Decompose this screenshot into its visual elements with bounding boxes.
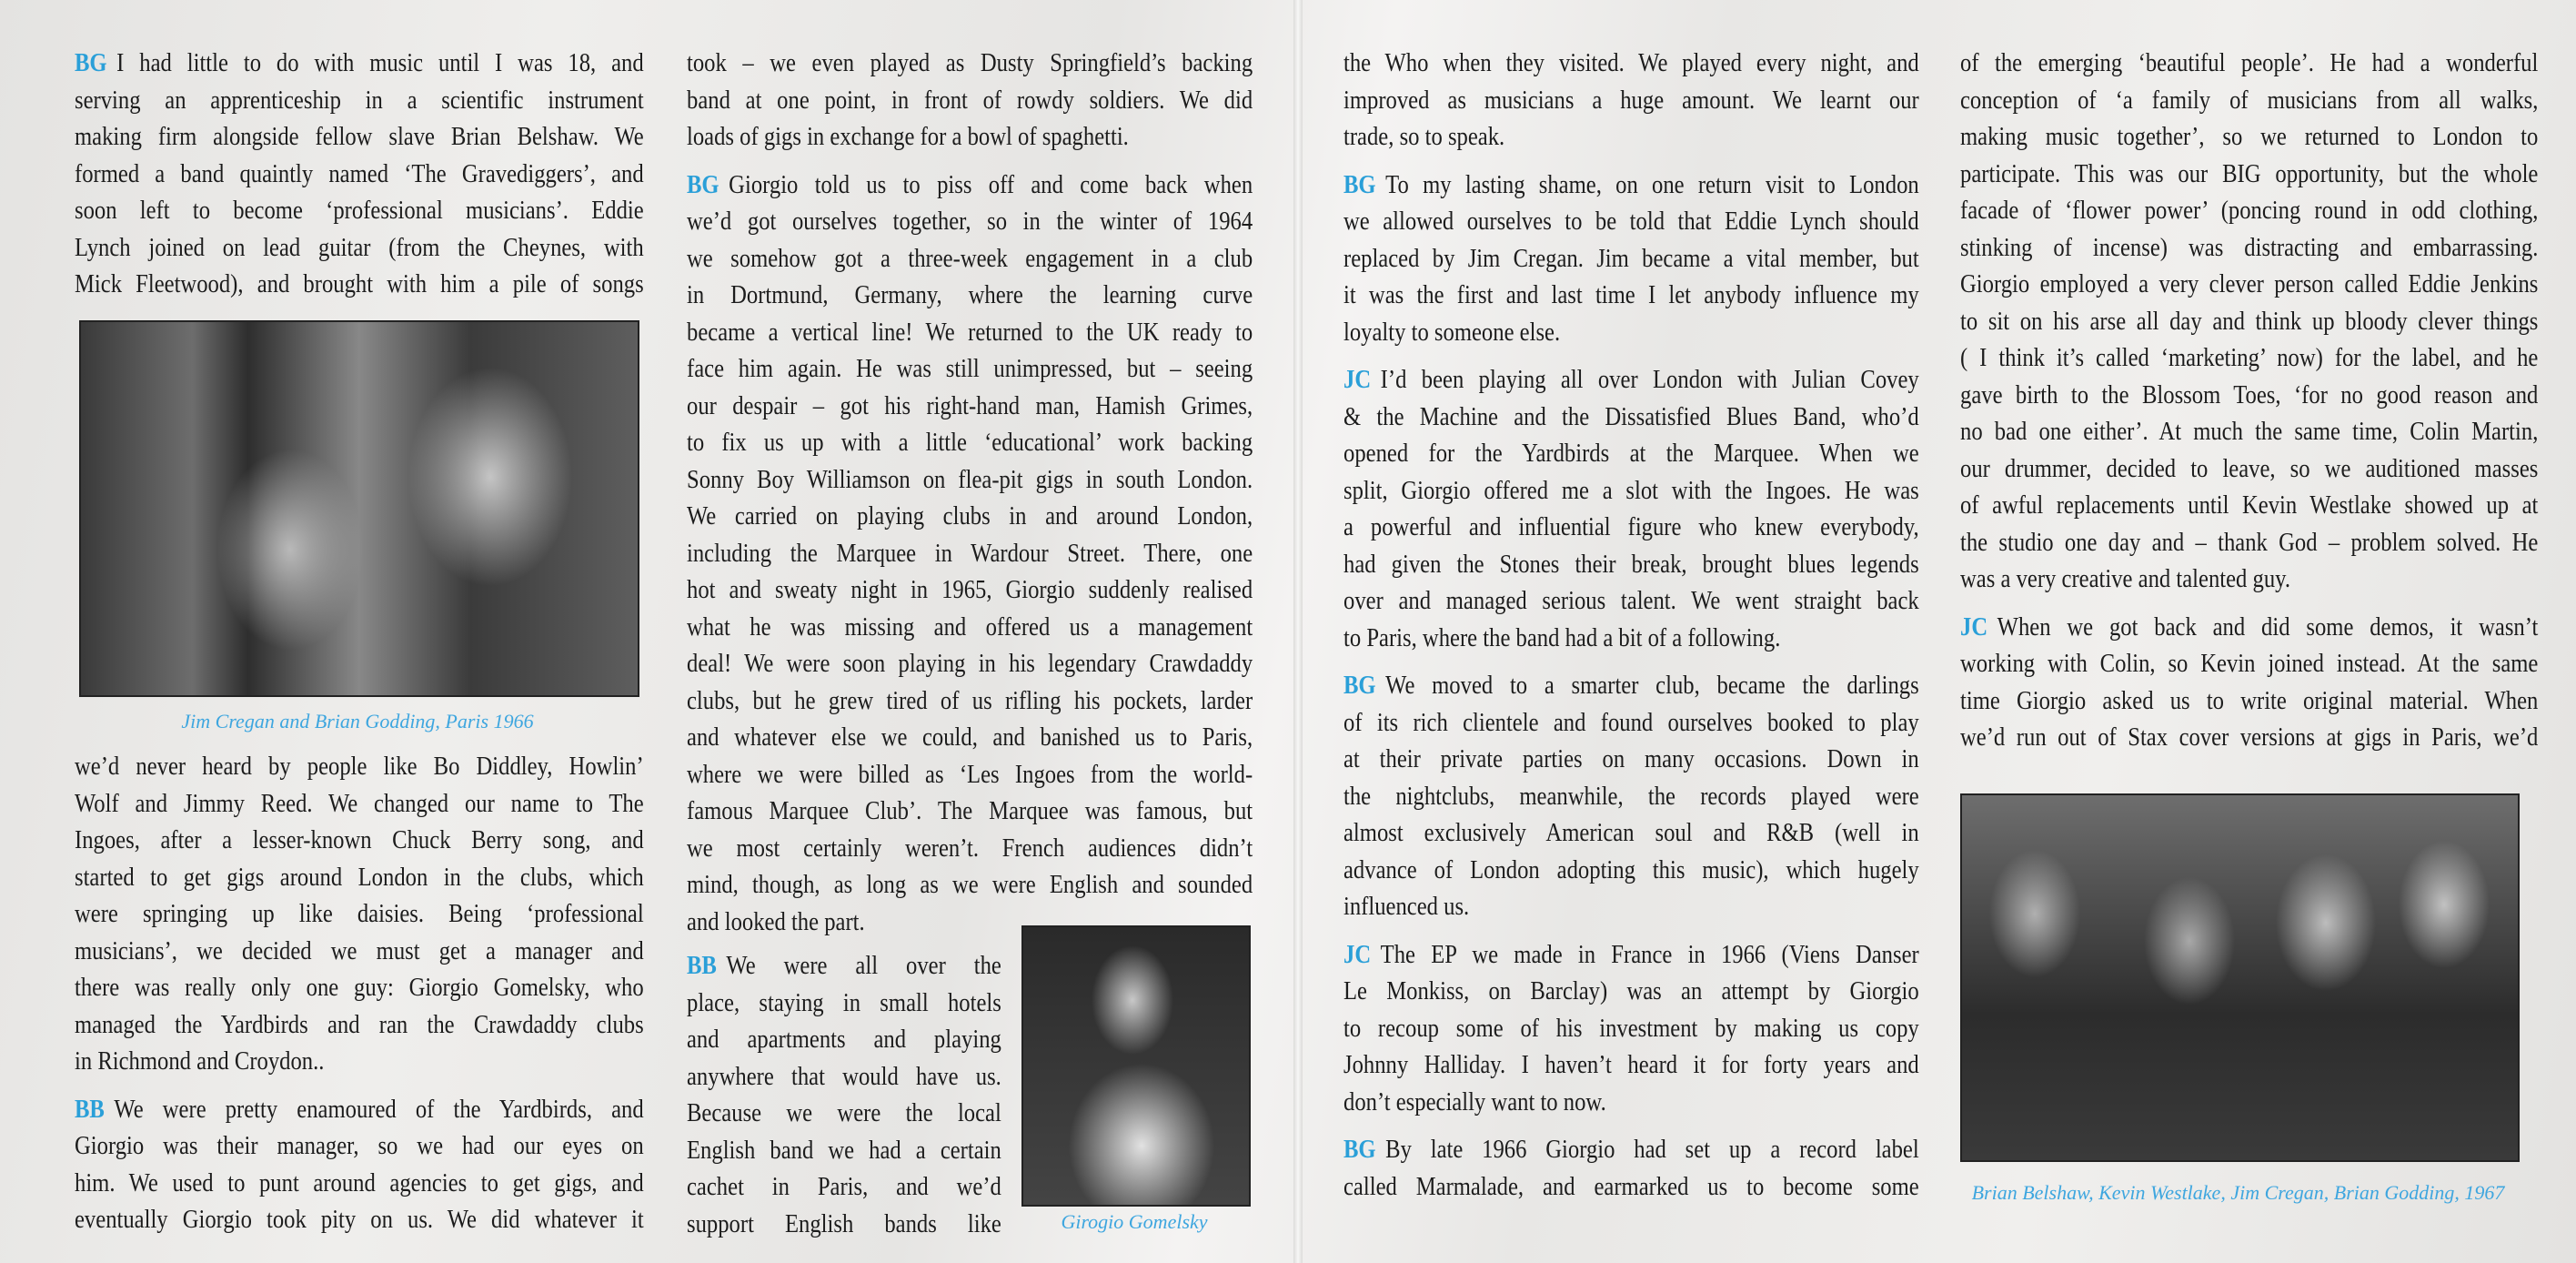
line-text: famous Marquee Club’. The Marquee was famous, but bbox=[687, 797, 1253, 825]
text-line bbox=[1343, 583, 1919, 621]
paragraph bbox=[1343, 668, 1919, 926]
text-line bbox=[1343, 119, 1919, 157]
text-line bbox=[687, 1059, 1001, 1096]
text-line bbox=[1343, 742, 1919, 779]
text-line bbox=[1343, 45, 1919, 83]
column-1-bottom bbox=[75, 749, 644, 1250]
text-line bbox=[687, 831, 1253, 868]
speaker-initials: BG bbox=[75, 49, 107, 77]
text-line bbox=[75, 970, 644, 1007]
paragraph bbox=[1960, 610, 2538, 757]
line-text: over and managed serious talent. We went straight back bbox=[1343, 587, 1919, 615]
line-text: we’d run out of Stax cover versions at gigs in Paris, we’d bbox=[1960, 723, 2539, 752]
line-text: hot and sweaty night in 1965, Giorgio suddenly realised bbox=[687, 576, 1253, 604]
line-text: the nightclubs, meanwhile, the records played were bbox=[1343, 782, 1919, 811]
line-text: him. We used to punt around agencies to get gigs, and bbox=[75, 1168, 644, 1197]
text-line bbox=[687, 646, 1253, 683]
line-text: advance of London adopting this music), which hugely bbox=[1343, 855, 1919, 884]
text-line bbox=[1343, 547, 1919, 584]
text-line bbox=[1343, 83, 1919, 120]
text-line bbox=[1343, 668, 1919, 705]
text-line bbox=[75, 1128, 644, 1166]
line-text: and looked the part. bbox=[687, 907, 865, 936]
line-text: Le Monkiss, on Barclay) was an attempt by Giorgio bbox=[1343, 977, 1919, 1005]
column-3 bbox=[1343, 45, 1919, 1217]
line-text: participate. This was our BIG opportunity, but the whole bbox=[1960, 159, 2539, 188]
line-text: We moved to a smarter club, became the darlings bbox=[1385, 672, 1919, 700]
text-line bbox=[687, 1207, 1001, 1244]
line-text: I’d been playing all over London with Julian Covey bbox=[1380, 366, 1919, 394]
line-text: time Giorgio asked us to write original material. When bbox=[1960, 686, 2539, 715]
line-text: Giorgio employed a very clever person called Eddie Jenkins bbox=[1960, 270, 2539, 298]
text-line bbox=[1960, 451, 2538, 489]
text-line bbox=[1343, 974, 1919, 1011]
line-text: facade of ‘flower power’ (poncing round in odd clothing, bbox=[1960, 197, 2539, 225]
line-text: we allowed ourselves to be told that Eddie Lynch should bbox=[1343, 207, 1919, 236]
line-text: replaced by Jim Cregan. Jim became a vital member, but bbox=[1343, 244, 1919, 273]
line-text: no bad one either’. At much the same time, Colin Martin, bbox=[1960, 418, 2539, 446]
text-line bbox=[687, 167, 1253, 205]
photo-caption: Jim Cregan and Brian Godding, Paris 1966 bbox=[181, 710, 534, 733]
text-line bbox=[687, 683, 1253, 721]
speaker-initials: BG bbox=[1343, 170, 1376, 199]
text-line bbox=[1343, 436, 1919, 473]
line-text: Ingoes, after a lesser-known Chuck Berry song, and bbox=[75, 826, 644, 854]
line-text: took – we even played as Dusty Springfield’s backing bbox=[687, 49, 1253, 77]
line-text: the studio one day and – thank God – problem solved. He bbox=[1960, 528, 2539, 557]
line-text: eventually Giorgio took pity on us. We did whatever it bbox=[75, 1206, 644, 1234]
line-text: ( I think it’s called ‘marketing’ now) for the label, and he bbox=[1960, 344, 2539, 372]
line-text: we somehow got a three-week engagement in a club bbox=[687, 244, 1253, 273]
line-text: Mick Fleetwood), and brought with him a pile of songs bbox=[75, 270, 644, 298]
line-text: loyalty to someone else. bbox=[1343, 318, 1561, 347]
text-line bbox=[687, 757, 1253, 794]
line-text: our drummer, decided to leave, so we auditioned masses bbox=[1960, 454, 2539, 483]
line-text: managed the Yardbirds and ran the Crawdaddy clubs bbox=[75, 1010, 644, 1039]
line-text: & the Machine and the Dissatisfied Blues Band, who’d bbox=[1343, 402, 1919, 431]
line-text: making firm alongside fellow slave Brian Belshaw. We bbox=[75, 123, 644, 151]
photo-caption: Brian Belshaw, Kevin Westlake, Jim Cregan, Brian Godding, 1967 bbox=[1971, 1181, 2505, 1204]
text-line bbox=[687, 867, 1253, 904]
line-text: including the Marquee in Wardour Street. There, one bbox=[687, 539, 1253, 568]
text-line bbox=[1343, 241, 1919, 278]
line-text: By late 1966 Giorgio had set up a record label bbox=[1385, 1136, 1919, 1164]
line-text: making music together’, so we returned to London to bbox=[1960, 123, 2539, 151]
text-line bbox=[75, 860, 644, 897]
photo-giorgio-gomelsky bbox=[1021, 925, 1251, 1207]
text-line bbox=[687, 948, 1001, 985]
line-text: was a very creative and talented guy. bbox=[1960, 565, 2291, 593]
text-line bbox=[1960, 45, 2538, 83]
text-line bbox=[1343, 1132, 1919, 1169]
text-line bbox=[1960, 561, 2538, 599]
line-text: were springing up like daisies. Being ‘professional bbox=[75, 900, 644, 928]
line-text: to recoup some of his investment by making us copy bbox=[1343, 1014, 1919, 1043]
line-text: loads of gigs in exchange for a bowl of spaghetti. bbox=[687, 123, 1129, 151]
text-line bbox=[1343, 621, 1919, 658]
line-text: English band we had a certain bbox=[687, 1136, 1001, 1165]
text-line bbox=[1343, 204, 1919, 241]
text-line bbox=[687, 1096, 1001, 1133]
line-text: stinking of incense) was distracting and embarrassing. bbox=[1960, 233, 2539, 262]
speaker-initials: JC bbox=[1343, 366, 1372, 394]
speaker-initials: JC bbox=[1343, 940, 1372, 969]
text-line bbox=[1960, 646, 2538, 683]
text-line bbox=[687, 278, 1253, 315]
text-line bbox=[1343, 362, 1919, 399]
photo-jim-cregan-brian-godding bbox=[79, 320, 639, 697]
line-text: To my lasting shame, on one return visit to London bbox=[1385, 170, 1919, 199]
line-text: support English bands like bbox=[687, 1209, 1001, 1238]
text-line bbox=[1960, 720, 2538, 757]
line-text: where we were billed as ‘Les Ingoes from the world- bbox=[687, 760, 1253, 789]
text-line bbox=[75, 267, 644, 304]
text-line bbox=[687, 610, 1253, 647]
text-line bbox=[75, 1202, 644, 1239]
text-line bbox=[1960, 488, 2538, 525]
line-text: Giorgio told us to piss off and come back when bbox=[729, 170, 1253, 199]
speaker-initials: JC bbox=[1960, 612, 1988, 642]
paragraph bbox=[75, 749, 644, 1081]
text-line bbox=[75, 749, 644, 786]
line-text: opened for the Yardbirds at the Marquee. When we bbox=[1343, 440, 1919, 468]
text-line bbox=[687, 241, 1253, 278]
text-line bbox=[687, 351, 1253, 389]
text-line bbox=[1343, 167, 1919, 205]
paragraph bbox=[1960, 45, 2538, 599]
line-text: started to get gigs around London in the clubs, which bbox=[75, 863, 644, 892]
line-text: there was really only one guy: Giorgio Gomelsky, who bbox=[75, 974, 644, 1002]
line-text: gave birth to the Blossom Toes, ‘for no good reason and bbox=[1960, 380, 2539, 409]
text-line bbox=[75, 45, 644, 83]
paragraph bbox=[75, 1092, 644, 1239]
text-line bbox=[687, 83, 1253, 120]
line-text: serving an apprenticeship in a scientific instrument bbox=[75, 86, 644, 115]
text-line bbox=[687, 462, 1253, 500]
line-text: Johnny Halliday. I haven’t heard it for forty years and bbox=[1343, 1051, 1919, 1079]
text-line bbox=[75, 1044, 644, 1081]
photo-band-1967 bbox=[1960, 793, 2520, 1162]
line-text: we’d never heard by people like Bo Diddley, Howlin’ bbox=[75, 753, 644, 781]
line-text: influenced us. bbox=[1343, 893, 1470, 921]
line-text: musicians’, we decided we must get a manager and bbox=[75, 936, 644, 965]
speaker-initials: BG bbox=[1343, 672, 1376, 700]
text-line bbox=[1343, 278, 1919, 315]
text-line bbox=[687, 315, 1253, 352]
line-text: formed a band quaintly named ‘The Gravediggers’, and bbox=[75, 159, 644, 188]
text-line bbox=[75, 230, 644, 268]
paragraph bbox=[687, 167, 1253, 942]
line-text: in Richmond and Croydon.. bbox=[75, 1047, 325, 1076]
text-line bbox=[1960, 378, 2538, 415]
text-line bbox=[75, 157, 644, 194]
text-line bbox=[75, 823, 644, 860]
text-line bbox=[1343, 1011, 1919, 1048]
text-line bbox=[1343, 853, 1919, 890]
text-line bbox=[1960, 304, 2538, 341]
paragraph bbox=[1343, 1132, 1919, 1206]
page-fold bbox=[1293, 0, 1303, 1263]
text-line bbox=[75, 1092, 644, 1129]
line-text: cachet in Paris, and we’d bbox=[687, 1173, 1001, 1201]
line-text: what he was missing and offered us a management bbox=[687, 612, 1253, 642]
column-2 bbox=[687, 45, 1253, 952]
line-text: I had little to do with music until I was 18, and bbox=[116, 49, 644, 77]
line-text: we most certainly weren’t. French audiences didn’t bbox=[687, 834, 1253, 863]
line-text: called Marmalade, and earmarked us to become some bbox=[1343, 1172, 1919, 1201]
text-line bbox=[687, 572, 1253, 610]
line-text: to Paris, where the band had a bit of a following. bbox=[1343, 623, 1781, 652]
line-text: trade, so to speak. bbox=[1343, 123, 1505, 151]
text-line bbox=[1343, 399, 1919, 437]
line-text: We were pretty enamoured of the Yardbirds, and bbox=[114, 1095, 644, 1124]
text-line bbox=[75, 119, 644, 157]
line-text: soon left to become ‘professional musicians’. Eddie bbox=[75, 197, 644, 225]
text-line bbox=[1343, 815, 1919, 853]
line-text: to sit on his arse all day and think up bloody clever things bbox=[1960, 307, 2539, 336]
line-text: we’d got ourselves together, so in the winter of 1964 bbox=[687, 207, 1253, 236]
text-line bbox=[1960, 414, 2538, 451]
text-line bbox=[1960, 230, 2538, 268]
line-text: band at one point, in front of rowdy soldiers. We did bbox=[687, 86, 1253, 115]
speaker-initials: BG bbox=[687, 170, 719, 199]
text-line bbox=[1343, 705, 1919, 743]
line-text: place, staying in small hotels bbox=[687, 988, 1001, 1017]
text-line bbox=[75, 896, 644, 934]
paragraph bbox=[1343, 937, 1919, 1122]
speaker-initials: BG bbox=[1343, 1136, 1376, 1164]
line-text: Giorgio was their manager, so we had our eyes on bbox=[75, 1132, 644, 1160]
text-line bbox=[75, 193, 644, 230]
line-text: of awful replacements until Kevin Westlake showed up at bbox=[1960, 491, 2539, 520]
text-line bbox=[1960, 610, 2538, 647]
text-line bbox=[687, 119, 1253, 157]
line-text: don’t especially want to now. bbox=[1343, 1087, 1606, 1116]
speaker-initials: BB bbox=[687, 952, 717, 980]
line-text: mind, though, as long as we were English and sounded bbox=[687, 871, 1253, 899]
text-line bbox=[1960, 193, 2538, 230]
text-line bbox=[1343, 1085, 1919, 1122]
line-text: of its rich clientele and found ourselves booked to play bbox=[1343, 708, 1919, 737]
line-text: improved as musicians a huge amount. We learnt our bbox=[1343, 86, 1919, 115]
text-line bbox=[1960, 683, 2538, 721]
text-line bbox=[1960, 340, 2538, 378]
line-text: our despair – got his right-hand man, Hamish Grimes, bbox=[687, 391, 1253, 420]
text-line bbox=[687, 425, 1253, 462]
text-line bbox=[687, 720, 1253, 757]
column-1-top bbox=[75, 45, 644, 315]
line-text: We carried on playing clubs in and around London, bbox=[687, 502, 1253, 530]
line-text: Because we were the local bbox=[687, 1099, 1001, 1127]
text-line bbox=[687, 389, 1253, 426]
line-text: Lynch joined on lead guitar (from the Cheynes, with bbox=[75, 233, 644, 262]
line-text: conception of ‘a family of musicians from all walks, bbox=[1960, 86, 2539, 115]
paragraph bbox=[1343, 45, 1919, 157]
line-text: deal! We were soon playing in his legendary Crawdaddy bbox=[687, 650, 1253, 678]
line-text: face him again. He was still unimpressed, but – seeing bbox=[687, 355, 1253, 383]
text-line bbox=[75, 934, 644, 971]
line-text: the Who when they visited. We played every night, and bbox=[1343, 49, 1919, 77]
line-text: Sonny Boy Williamson on flea-pit gigs in south London. bbox=[687, 465, 1253, 494]
line-text: When we got back and did some demos, it wasn’t bbox=[1997, 612, 2539, 642]
text-line bbox=[75, 83, 644, 120]
text-line bbox=[1960, 267, 2538, 304]
line-text: anywhere that would have us. bbox=[687, 1062, 1001, 1091]
text-line bbox=[687, 499, 1253, 536]
paragraph bbox=[1343, 362, 1919, 657]
text-line bbox=[1343, 889, 1919, 926]
speaker-initials: BB bbox=[75, 1095, 105, 1124]
line-text: clubs, but he grew tired of us rifling his pockets, larder bbox=[687, 686, 1253, 715]
line-text: at their private parties on many occasions. Down in bbox=[1343, 745, 1919, 773]
photo-caption: Girogio Gomelsky bbox=[1061, 1210, 1208, 1233]
paragraph bbox=[1343, 167, 1919, 352]
line-text: had given the Stones their break, brought blues legends bbox=[1343, 550, 1919, 579]
text-line bbox=[687, 793, 1253, 831]
line-text: to fix us up with a little ‘educational’ work backing bbox=[687, 429, 1253, 457]
text-line bbox=[1343, 473, 1919, 510]
text-line bbox=[687, 1169, 1001, 1207]
text-line bbox=[75, 786, 644, 823]
column-2-narrow bbox=[687, 948, 1001, 1254]
text-line bbox=[1343, 779, 1919, 816]
line-text: a powerful and influential figure who knew everybody, bbox=[1343, 513, 1919, 541]
text-line bbox=[687, 1133, 1001, 1170]
text-line bbox=[1343, 937, 1919, 975]
text-line bbox=[1343, 510, 1919, 547]
text-line bbox=[75, 1166, 644, 1203]
line-text: We were all over the bbox=[726, 952, 1001, 980]
line-text: it was the first and last time I let anybody influence my bbox=[1343, 281, 1919, 309]
text-line bbox=[75, 1007, 644, 1045]
column-4 bbox=[1960, 45, 2538, 768]
line-text: split, Giorgio offered me a slot with the Ingoes. He was bbox=[1343, 476, 1919, 505]
paragraph bbox=[687, 948, 1001, 1243]
text-line bbox=[1960, 525, 2538, 562]
text-line bbox=[687, 204, 1253, 241]
line-text: The EP we made in France in 1966 (Viens Danser bbox=[1380, 940, 1919, 969]
text-line bbox=[1343, 1169, 1919, 1207]
text-line bbox=[687, 536, 1253, 573]
text-line bbox=[1960, 83, 2538, 120]
paragraph bbox=[75, 45, 644, 304]
line-text: in Dortmund, Germany, where the learning curve bbox=[687, 281, 1253, 309]
text-line bbox=[687, 985, 1001, 1023]
text-line bbox=[1343, 1047, 1919, 1085]
text-line bbox=[687, 1022, 1001, 1059]
line-text: became a vertical line! We returned to the UK ready to bbox=[687, 318, 1253, 347]
line-text: and apartments and playing bbox=[687, 1026, 1001, 1054]
line-text: almost exclusively American soul and R&B (well in bbox=[1343, 819, 1919, 847]
line-text: working with Colin, so Kevin joined instead. At the same bbox=[1960, 650, 2539, 678]
text-line bbox=[1960, 157, 2538, 194]
paragraph bbox=[687, 45, 1253, 157]
text-line bbox=[1960, 119, 2538, 157]
text-line bbox=[1343, 315, 1919, 352]
line-text: and whatever else we could, and banished us to Paris, bbox=[687, 723, 1253, 752]
text-line bbox=[687, 45, 1253, 83]
line-text: of the emerging ‘beautiful people’. He had a wonderful bbox=[1960, 49, 2539, 77]
line-text: Wolf and Jimmy Reed. We changed our name to The bbox=[75, 789, 644, 818]
